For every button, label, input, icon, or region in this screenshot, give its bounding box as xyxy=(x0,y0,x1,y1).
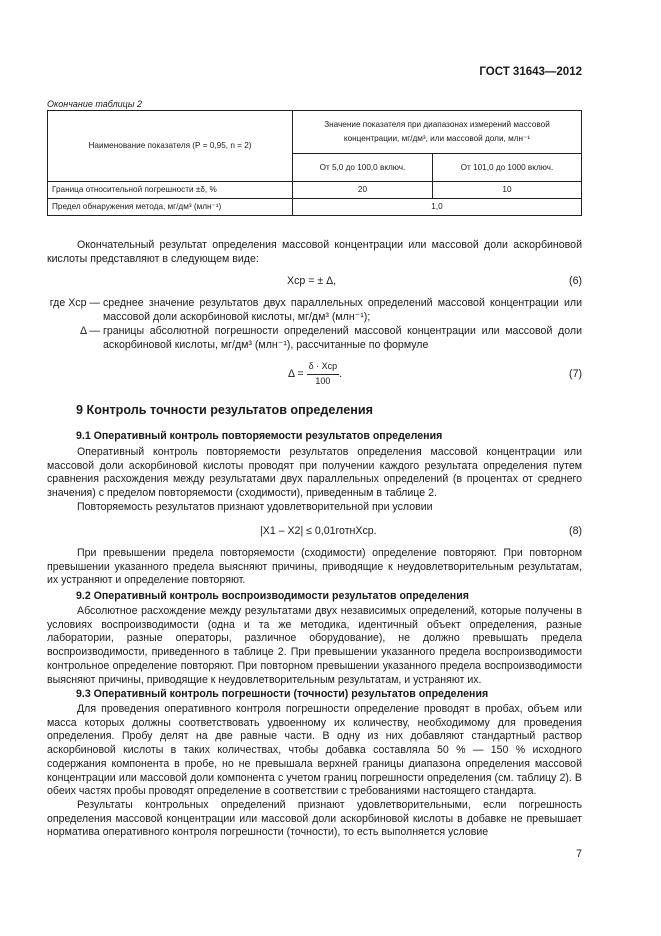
fraction-numerator: δ · Xср xyxy=(307,360,340,375)
table-row xyxy=(48,182,582,199)
paragraph-9-2: Абсолютное расхождение между результатами двух независимых определений, которые получены в условиях воспроизводимости (одна и та же методика, идентичный объект определения, разные лаборатории, разные операторы, различное оборудование), не должно превышать предела воспроизводимости, приведенного в таблице 2. При превышении указанного предела воспроизводимости контрольное определение повторяют. При повторном превышении указанного предела воспроизводимости выясняют причины, приводящие к неудовлетворительным результатам, и устраняют их. xyxy=(47,605,582,686)
definition-term: Δ — xyxy=(79,325,100,337)
paragraph-9-3: Для проведения оперативного контроля погрешности определение проводят в пробах, объем или масса которых должны соответствовать удвоенному их количеству, необходимому для проведения определения. Пробу делят на две равные части. В одну из них добавляют стандартный раствор аскорбиновой кислоты в таких количествах, чтобы добавка составляла 50 % — 150 % исходного содержания компонента в пробе, но не превышала верхней границы диапазона определения массовой концентрации или массовой доли компонента с учетом границ погрешности определения (см. таблицу 2). В обеих частях пробы проводят определение в соответствии с требованиями настоящего стандарта. xyxy=(47,703,582,798)
table-row xyxy=(48,199,582,216)
section-9-1-title: 9.1 Оперативный контроль повторяемости результатов определения xyxy=(76,430,443,442)
equation-number: (7) xyxy=(569,368,582,380)
row-name: Граница относительной погрешности ±δ, % xyxy=(48,182,293,199)
paragraph-9-1-condition: Повторяемость результатов признают удовлетворительной при условии xyxy=(77,501,433,513)
equation-7 xyxy=(288,360,342,388)
standard-header: ГОСТ 31643—2012 xyxy=(479,66,582,78)
row-name: Предел обнаружения метода, мг/дм³ (млн⁻¹) xyxy=(48,199,293,216)
section-9-title: 9 Контроль точности результатов определения xyxy=(76,403,373,417)
equation-number: (8) xyxy=(569,525,582,537)
definition-text: среднее значение результатов двух параллельных определений массовой концентрации или массовой доли аскорбиновой кислоты, мг/дм³ (млн⁻¹); xyxy=(103,297,582,323)
paragraph-result: Окончательный результат определения массовой концентрации или массовой доли аскорбиновой кислоты представляют в следующем виде: xyxy=(47,239,582,265)
paragraph-9-1-repeat: При превышении предела повторяемости (сходимости) определение повторяют. При повторном превышении указанного предела выясняют причины, приводящие к неудовлетворительным результатам, их устраняют и определение повторяют. xyxy=(47,547,582,587)
indicators-table xyxy=(47,110,582,216)
col-name-header: Наименование показателя (Р = 0,95, n = 2) xyxy=(48,111,293,182)
paragraph-9-3-condition: Результаты контрольных определений признают удовлетворительными, если погрешность определения массовой концентрации или массовой доли аскорбиновой кислоты в добавке не превышает норматива оперативного контроля погрешности (точности), то есть выполняется условие xyxy=(47,799,582,839)
definition-xsr xyxy=(47,297,582,325)
table-caption: Окончание таблицы 2 xyxy=(47,99,142,109)
range2-header: От 101,0 до 1000 включ. xyxy=(432,154,581,182)
row-value: 20 xyxy=(293,182,433,199)
section-9-2-title: 9.2 Оперативный контроль воспроизводимости результатов определения xyxy=(76,590,469,602)
definition-text: границы абсолютной погрешности определений массовой концентрации или массовой доли аскорбиновой кислоты, мг/дм³ (млн⁻¹), рассчитанные по формуле xyxy=(103,325,582,351)
row-value: 1,0 xyxy=(293,199,582,216)
equation-6: Xср = ± Δ, xyxy=(287,275,337,287)
range1-header: От 5,0 до 100,0 включ. xyxy=(293,154,433,182)
equation-number: (6) xyxy=(569,275,582,287)
equation-8: |X1 – X2| ≤ 0,01rотнXср. xyxy=(260,525,377,537)
equation-tail: . xyxy=(339,368,343,380)
page-number: 7 xyxy=(576,848,582,860)
equation-fraction xyxy=(307,360,343,388)
definition-term: где Xср — xyxy=(49,297,100,309)
definition-delta xyxy=(47,325,582,353)
section-9-3-title: 9.3 Оперативный контроль погрешности (точности) результатов определения xyxy=(76,688,489,700)
fraction-denominator: 100 xyxy=(315,375,331,386)
equation-lhs: Δ = xyxy=(288,368,304,380)
col-values-header: Значение показателя при диапазонах измерений массовой концентрации, мг/дм³, или массовой доли, млн⁻¹ xyxy=(293,111,582,154)
paragraph-9-1: Оперативный контроль повторяемости результатов определения массовой концентрации или массовой доли аскорбиновой кислоты проводят при получении каждого результата определения путем сравнения расхождения между результатами двух параллельных определений (в процентах от среднего значения) с пределом повторяемости (сходимости), приведенным в таблице 2. xyxy=(47,446,582,500)
row-value: 10 xyxy=(432,182,581,199)
